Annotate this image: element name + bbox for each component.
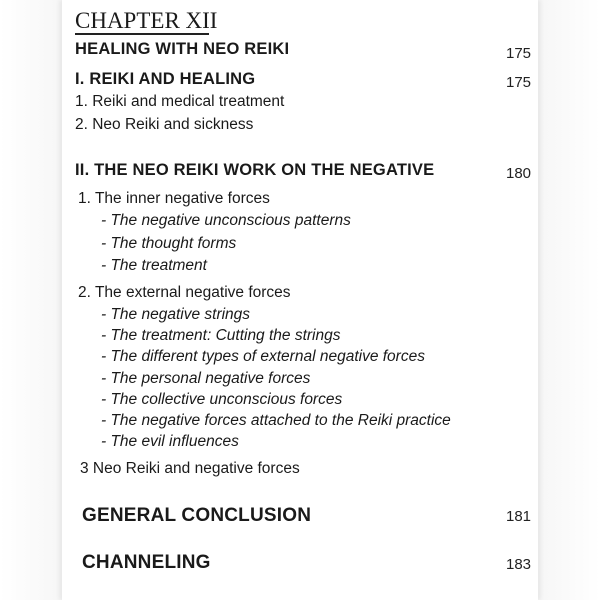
section-2-page: 180: [506, 165, 532, 182]
section-2-group-2-subitem: - The negative forces attached to the Reiki practice: [101, 412, 451, 429]
section-2-group-2-subitem: - The evil influences: [101, 433, 239, 450]
section-2-group-2-item: 2. The external negative forces: [78, 284, 291, 301]
section-2-group-2-subitem: - The personal negative forces: [101, 370, 311, 387]
section-1-item-1: 1. Reiki and medical treatment: [75, 93, 285, 110]
section-2-group-2-subitem: - The treatment: Cutting the strings: [101, 327, 341, 344]
chapter-title-page: 175: [506, 45, 532, 62]
general-conclusion-page: 181: [506, 508, 532, 525]
section-1-page: 175: [506, 74, 532, 91]
section-2-group-1-item: 1. The inner negative forces: [78, 190, 270, 207]
channeling-heading: CHANNELING: [82, 552, 211, 573]
section-2-group-3-item: 3 Neo Reiki and negative forces: [80, 460, 300, 477]
section-2-heading: II. THE NEO REIKI WORK ON THE NEGATIVE: [75, 161, 435, 179]
general-conclusion-heading: GENERAL CONCLUSION: [82, 505, 312, 526]
chapter-underline: [75, 33, 209, 35]
chapter-title: HEALING WITH NEO REIKI: [75, 40, 290, 58]
section-2-group-2-subitem: - The collective unconscious forces: [101, 391, 343, 408]
page-margin-left: [0, 0, 62, 600]
chapter-label: CHAPTER XII: [75, 8, 218, 33]
page-margin-right: [538, 0, 600, 600]
section-2-group-2-subitem: - The negative strings: [101, 306, 251, 323]
channeling-page: 183: [506, 556, 532, 573]
section-2-group-2-subitem: - The different types of external negative forces: [101, 348, 425, 365]
section-1-heading: I. REIKI AND HEALING: [75, 70, 256, 88]
section-2-group-1-subitem: - The treatment: [101, 257, 207, 274]
section-2-group-1-subitem: - The negative unconscious patterns: [101, 212, 351, 229]
section-2-group-1-subitem: - The thought forms: [101, 235, 237, 252]
section-1-item-2: 2. Neo Reiki and sickness: [75, 116, 254, 133]
